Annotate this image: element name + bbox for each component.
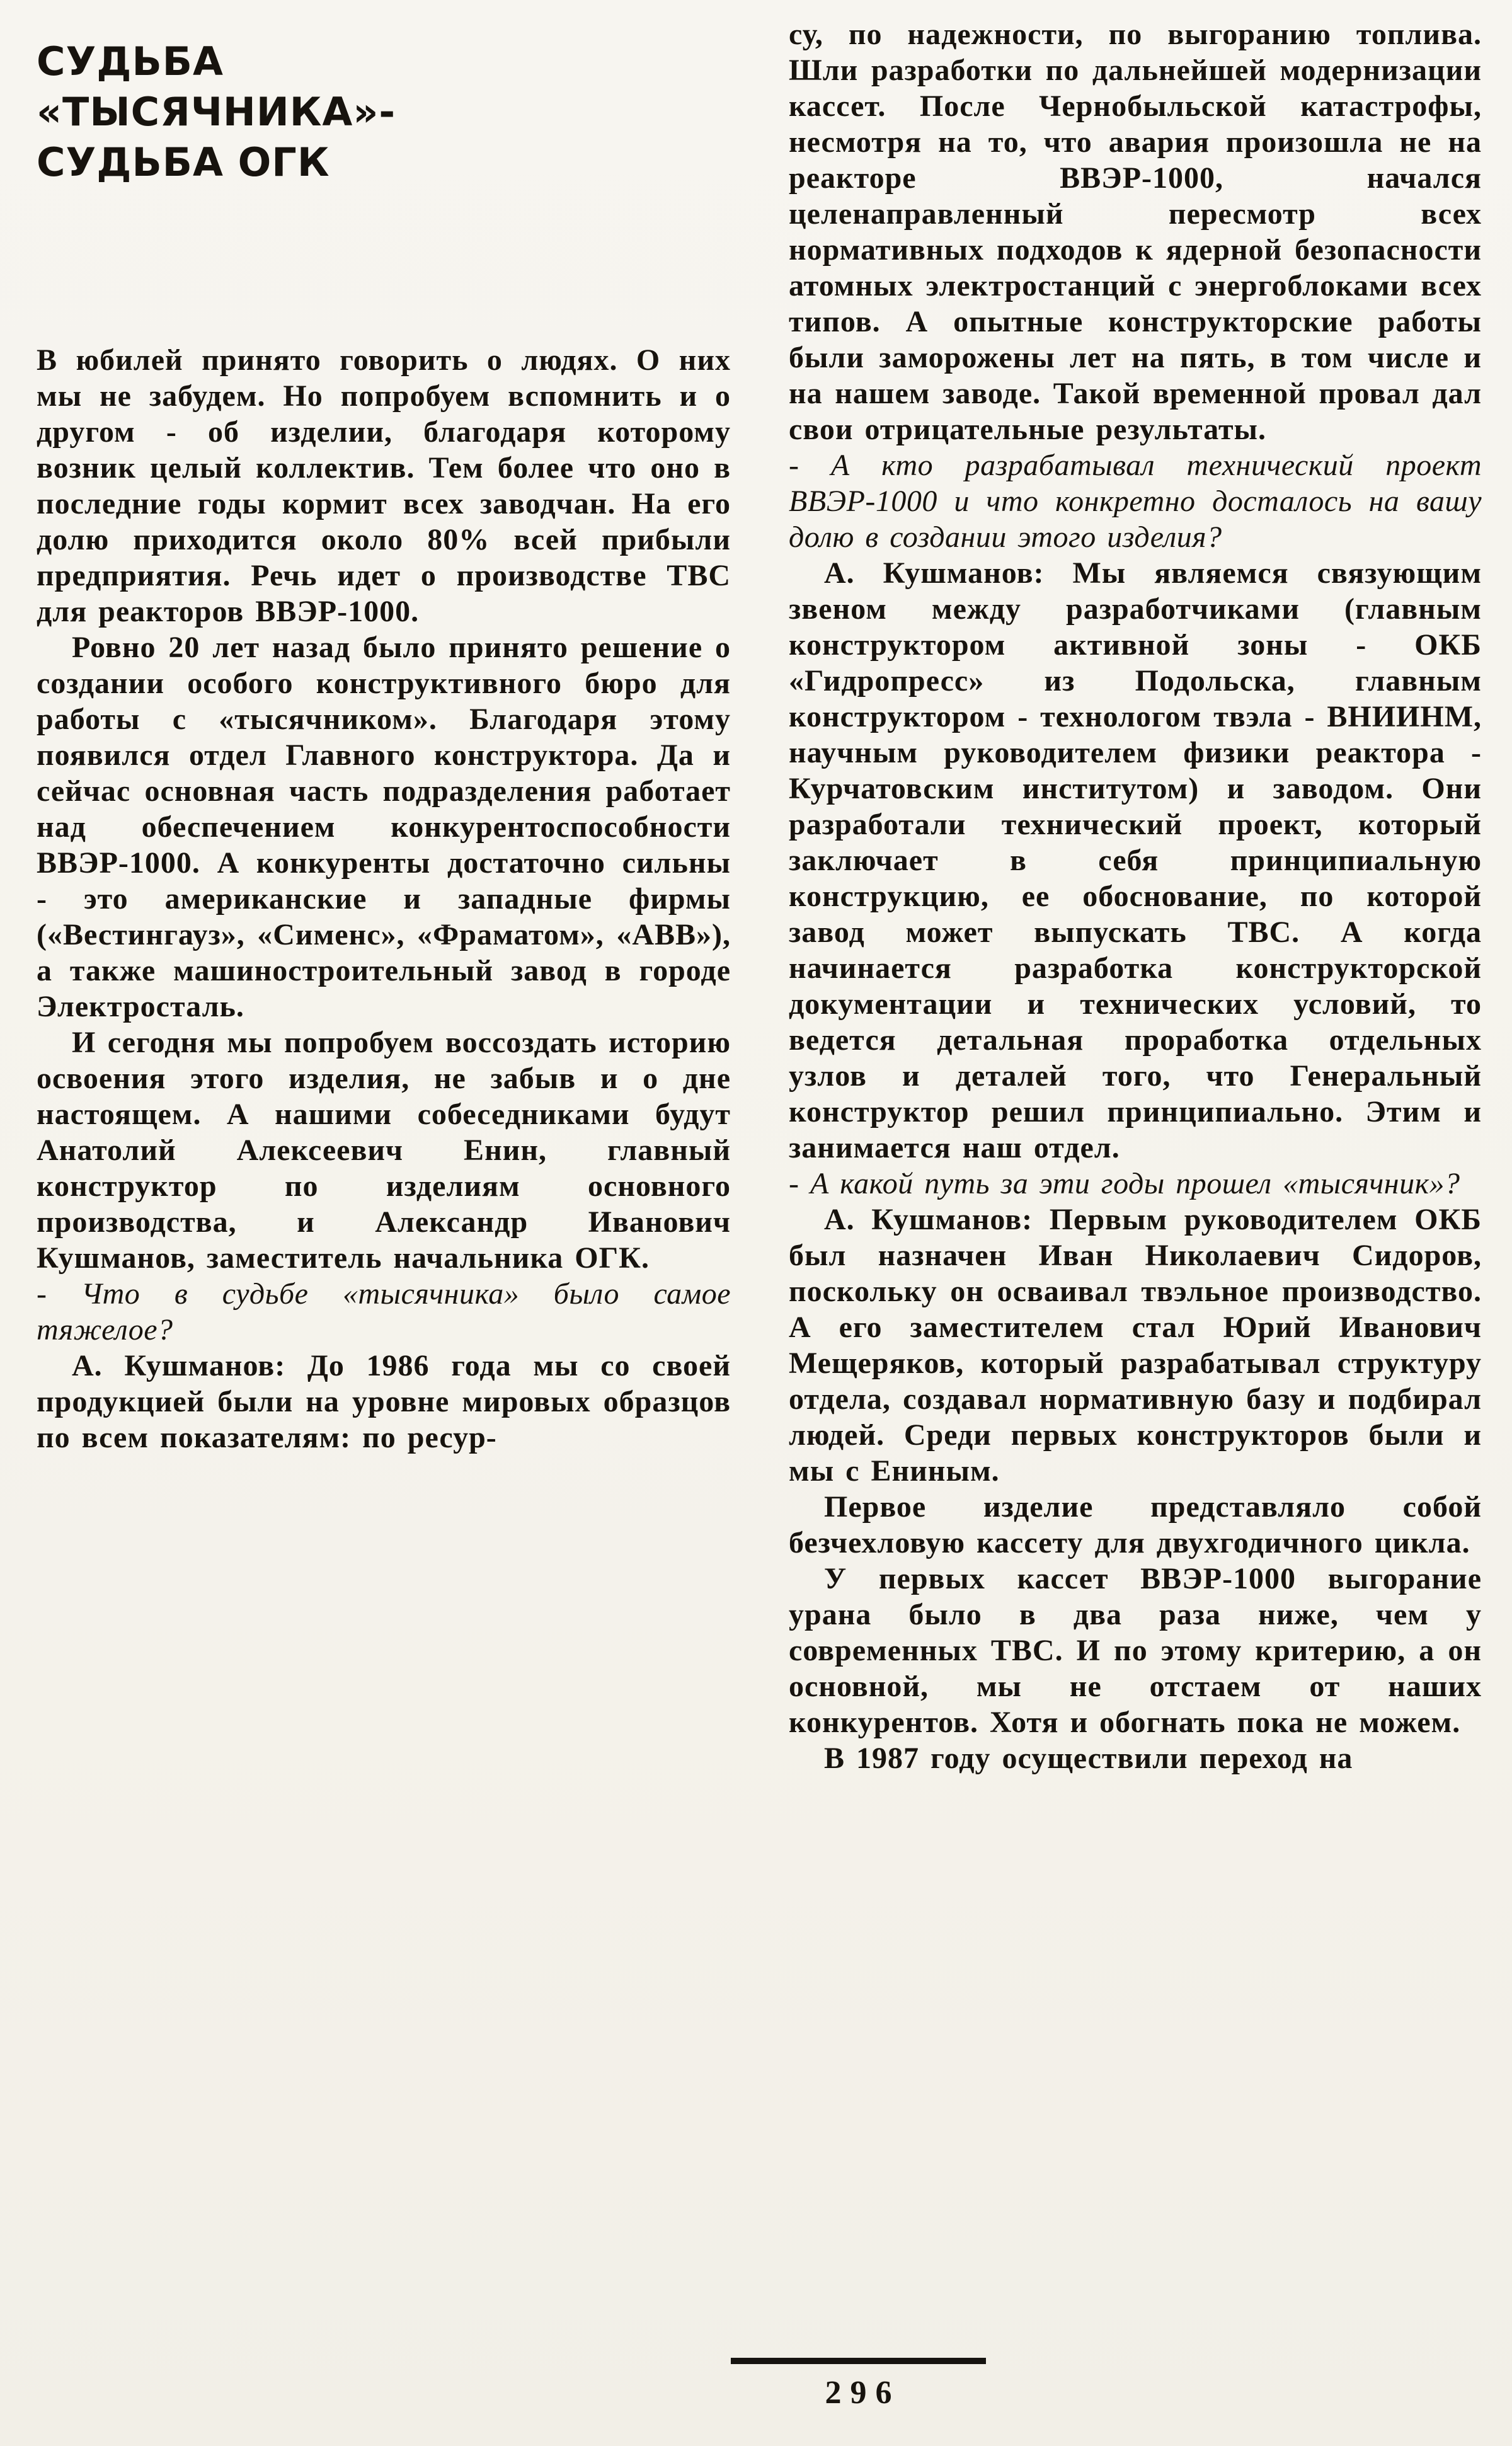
title-line: СУДЬБА ОГК xyxy=(37,139,330,185)
title-line: СУДЬБА xyxy=(37,38,224,84)
page-footer xyxy=(731,2358,986,2411)
right-column xyxy=(789,16,1482,1776)
paragraph: Первое изделие представляло собой безчехловую кассету для двухгодичного цикла. xyxy=(789,1490,1482,1559)
paragraph: А. Кушманов: До 1986 года мы со своей продукцией были на уровне мировых образцов по всем показателям: по ресур- xyxy=(37,1349,731,1454)
paragraph: Ровно 20 лет назад было принято решение о создании особого конструктивного бюро для работы с «тысячником». Благодаря этому появился отдел Главного конструктора. Да и сейчас основная часть подразделения работает над обеспечением конкурентоспособности ВВЭР-1000. А конкуренты достаточно сильны - это американские и западные фирмы («Вестингауз», «Сименс», «Фраматом», «АВВ»), а также машиностроительный завод в городе Электросталь. xyxy=(37,631,731,1023)
left-column-text xyxy=(37,342,731,1456)
title-line: «ТЫСЯЧНИКА»- xyxy=(37,89,396,135)
speaker-name: А. Кушманов: xyxy=(824,556,1073,590)
paragraph: И сегодня мы попробуем воссоздать историю освоения этого изделия, не забыв и о дне настоящем. А нашими собеседниками будут Анатолий Алексеевич Енин, главный конструктор по изделиям основного производства, и Александр Иванович Кушманов, заместитель начальника ОГК. xyxy=(37,1026,731,1275)
interview-question: - А кто разрабатывал технический проект ВВЭР-1000 и что конкретно досталось на вашу долю в создании этого изделия? xyxy=(789,449,1482,554)
page-number: 296 xyxy=(825,2375,901,2411)
paragraph: А. Кушманов: Мы являемся связующим звеном между разработчиками (главным конструктором активной зоны - ОКБ «Гидропресс» из Подольска, главным конструктором - технологом твэла - ВНИИНМ, научным руководителем физики реактора - Курчатовским институтом) и заводом. Они разработали технический проект, который заключает в себя принципиальную конструкцию, ее обоснование, по которой завод может выпускать ТВС. А когда начинается разработка конструкторской документации и технических условий, то ведется детальная проработка отдельных узлов и деталей того, что Генеральный конструктор решил принципиально. Этим и занимается наш отдел. xyxy=(789,556,1482,1164)
paragraph: су, по надежности, по выгоранию топлива. Шли разработки по дальнейшей модернизации кассет. После Чернобыльской катастрофы, несмотря на то, что авария произошла не на реакторе ВВЭР-1000, начался целенаправленный пересмотр всех нормативных подходов к ядерной безопасности атомных электростанций с энергоблоками всех типов. А опытные конструкторские работы были заморожены лет на пять, в том числе и на нашем заводе. Такой временной провал дал свои отрицательные результаты. xyxy=(789,18,1482,446)
article-title xyxy=(37,37,731,188)
interview-question: - Что в судьбе «тысячника» было самое тяжелое? xyxy=(37,1277,731,1346)
paragraph: У первых кассет ВВЭР-1000 выгорание урана было в два раза ниже, чем у современных ТВС. И по этому критерию, а он основной, мы не отстаем от наших конкурентов. Хотя и обогнать пока не можем. xyxy=(789,1562,1482,1739)
speaker-name: А. Кушманов: xyxy=(824,1203,1050,1236)
left-column xyxy=(37,37,731,1456)
paragraph: А. Кушманов: Первым руководителем ОКБ был назначен Иван Николаевич Сидоров, поскольку он осваивал твэльное производство. А его заместителем стал Юрий Иванович Мещеряков, который разрабатывал структуру отдела, создавал нормативную базу и подбирал людей. Среди первых конструкторов были и мы с Ениным. xyxy=(789,1203,1482,1488)
speaker-name: А. Кушманов: xyxy=(72,1349,307,1382)
footer-rule xyxy=(731,2358,986,2364)
paragraph: В 1987 году осуществили переход на xyxy=(824,1742,1353,1775)
interview-question: - А какой путь за эти годы прошел «тысячник»? xyxy=(789,1167,1460,1200)
paragraph: В юбилей принято говорить о людях. О них мы не забудем. Но попробуем вспомнить и о другом - об изделии, благодаря которому возник целый коллектив. Тем более что оно в последние годы кормит всех заводчан. На его долю приходится около 80% всей прибыли предприятия. Речь идет о производстве ТВС для реакторов ВВЭР-1000. xyxy=(37,343,731,628)
